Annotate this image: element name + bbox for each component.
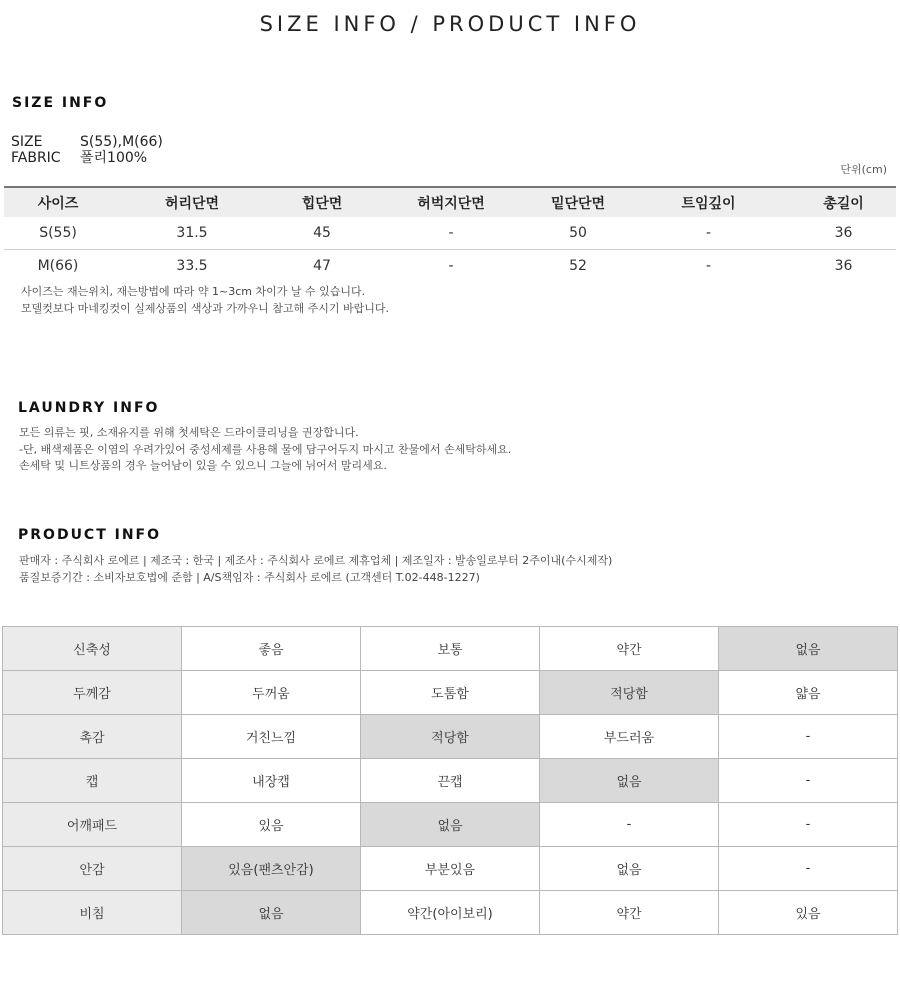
note-line: 사이즈는 재는위치, 재는방법에 따라 약 1~3cm 차이가 날 수 있습니다. — [21, 285, 366, 298]
table-cell: M(66) — [37, 258, 79, 274]
characteristic-option: - — [540, 803, 719, 847]
laundry-line: -단, 배색제품은 이염의 우려가있어 중성세제를 사용해 물에 담구어두지 마시고 찬물에서 손세탁하세요. — [19, 442, 512, 456]
laundry-info-heading: LAUNDRY INFO — [18, 400, 160, 416]
table-cell: 36 — [834, 258, 853, 274]
characteristic-option-selected: 없음 — [361, 803, 540, 847]
table-cell: 50 — [530, 217, 626, 250]
table-cell: 33.5 — [176, 258, 208, 274]
characteristic-label: 캡 — [3, 759, 182, 803]
characteristic-option-selected: 적당함 — [361, 715, 540, 759]
characteristic-option: 약간 — [540, 891, 719, 935]
characteristic-option: - — [719, 847, 898, 891]
size-table-header — [4, 187, 896, 217]
characteristic-option-selected: 없음 — [540, 759, 719, 803]
characteristic-label: 비침 — [3, 891, 182, 935]
characteristic-option-selected: 있음(팬츠안감) — [182, 847, 361, 891]
characteristic-row — [3, 759, 898, 803]
size-table — [4, 186, 896, 282]
characteristic-row — [3, 715, 898, 759]
characteristic-option: 있음 — [719, 891, 898, 935]
product-info-heading: PRODUCT INFO — [18, 527, 162, 543]
characteristic-option: 도톰함 — [361, 671, 540, 715]
unit-label: 단위(cm) — [840, 163, 887, 176]
size-key: SIZE — [11, 134, 43, 150]
characteristic-label: 촉감 — [3, 715, 182, 759]
column-header: 힙단면 — [272, 187, 372, 217]
column-header: 사이즈 — [4, 187, 112, 217]
characteristic-label: 어깨패드 — [3, 803, 182, 847]
column-header: 허리단면 — [112, 187, 272, 217]
product-line: 품질보증기간 : 소비자보호법에 준함 | A/S책임자 : 주식회사 로에르 (고객센터 T.02-448-1227) — [19, 570, 480, 584]
table-cell: 31.5 — [112, 217, 272, 250]
laundry-notes — [19, 425, 511, 475]
characteristic-option: - — [719, 759, 898, 803]
characteristic-row — [3, 891, 898, 935]
note-line: 모델컷보다 마네킹컷이 실제상품의 색상과 가까우니 참고해 주시기 바랍니다. — [21, 301, 390, 315]
product-line: 판매자 : 주식회사 로에르 | 제조국 : 한국 | 제조사 : 주식회사 로에르 제휴업체 | 제조일자 : 발송일로부터 2주이내(수시제작) — [19, 554, 613, 567]
characteristic-row — [3, 627, 898, 671]
characteristic-option: 부드러움 — [540, 715, 719, 759]
laundry-line: 손세탁 및 니트상품의 경우 늘어남이 있을 수 있으니 그늘에 뉘어서 말리세요. — [19, 459, 387, 472]
characteristic-option: - — [719, 715, 898, 759]
characteristic-option: 약간 — [540, 627, 719, 671]
characteristic-option-selected: 없음 — [719, 627, 898, 671]
table-cell: 47 — [313, 258, 331, 274]
table-cell: - — [372, 217, 530, 250]
table-cell: - — [448, 258, 454, 274]
characteristic-option: 끈캡 — [361, 759, 540, 803]
characteristic-option: 있음 — [182, 803, 361, 847]
column-header: 허벅지단면 — [372, 187, 530, 217]
fabric-spec — [11, 150, 147, 167]
characteristic-label: 안감 — [3, 847, 182, 891]
size-value: S(55),M(66) — [80, 134, 163, 150]
fabric-value: 폴리100% — [80, 150, 148, 166]
size-info-heading: SIZE INFO — [12, 95, 109, 111]
characteristic-row — [3, 803, 898, 847]
characteristic-option: 두꺼움 — [182, 671, 361, 715]
characteristic-option: 거친느낌 — [182, 715, 361, 759]
characteristics-table — [2, 626, 898, 935]
column-header: 트임깊이 — [626, 187, 791, 217]
table-cell: 52 — [569, 258, 587, 274]
column-header: 밑단단면 — [530, 187, 626, 217]
characteristic-label: 신축성 — [3, 627, 182, 671]
table-cell: - — [626, 217, 791, 250]
characteristic-option: 약간(아이보리) — [361, 891, 540, 935]
characteristic-option: - — [719, 803, 898, 847]
table-row — [4, 250, 896, 283]
product-notes — [19, 553, 612, 586]
size-spec — [11, 134, 163, 151]
page-title: SIZE INFO / PRODUCT INFO — [259, 12, 641, 36]
laundry-line: 모든 의류는 핏, 소재유지를 위해 첫세탁은 드라이클리닝을 권장합니다. — [19, 426, 359, 439]
characteristic-option-selected: 적당함 — [540, 671, 719, 715]
fabric-key: FABRIC — [11, 150, 61, 166]
characteristic-option: 보통 — [361, 627, 540, 671]
table-cell: - — [705, 258, 712, 274]
characteristic-option: 없음 — [540, 847, 719, 891]
characteristic-row — [3, 671, 898, 715]
table-cell: 45 — [272, 217, 372, 250]
table-cell: S(55) — [4, 217, 112, 250]
table-cell: 36 — [791, 217, 896, 250]
characteristic-option-selected: 없음 — [182, 891, 361, 935]
characteristic-option: 부분있음 — [361, 847, 540, 891]
characteristic-option: 얇음 — [719, 671, 898, 715]
characteristic-label: 두께감 — [3, 671, 182, 715]
characteristic-option: 좋음 — [182, 627, 361, 671]
characteristic-option: 내장캡 — [182, 759, 361, 803]
column-header: 총길이 — [791, 187, 896, 217]
characteristic-row — [3, 847, 898, 891]
size-notes — [21, 284, 389, 317]
table-row — [4, 217, 896, 250]
